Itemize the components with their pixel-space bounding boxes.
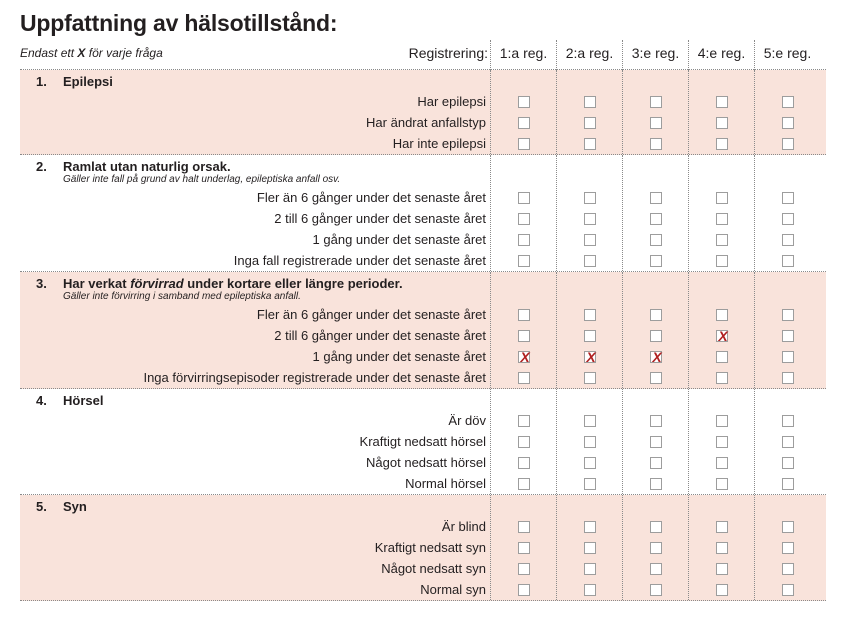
check-mark-x: X	[520, 349, 530, 365]
question-title: Hörsel	[63, 393, 104, 408]
checkbox-reg-1[interactable]	[518, 542, 530, 554]
question-number: 1.	[36, 74, 47, 89]
checkbox-reg-3[interactable]	[650, 192, 662, 204]
checkbox-reg-5[interactable]	[782, 521, 794, 533]
question-number: 2.	[36, 159, 47, 174]
instruction-text	[20, 46, 163, 60]
checkbox-reg-5[interactable]	[782, 563, 794, 575]
option-label: Fler än 6 gånger under det senaste året	[256, 307, 486, 322]
question-section-epilepsi	[20, 70, 826, 155]
checkbox-reg-2[interactable]	[584, 96, 596, 108]
option-row	[20, 208, 826, 229]
checkbox-reg-4[interactable]	[716, 234, 728, 246]
checkbox-reg-1[interactable]	[518, 213, 530, 225]
checkbox-reg-1[interactable]	[518, 330, 530, 342]
option-row	[20, 579, 826, 600]
question-header	[20, 495, 826, 516]
option-row	[20, 367, 826, 388]
checkbox-reg-3[interactable]	[650, 213, 662, 225]
checkbox-reg-4[interactable]	[716, 309, 728, 321]
option-label: Normal hörsel	[405, 476, 486, 491]
checkbox-reg-1[interactable]	[518, 138, 530, 150]
question-header	[20, 389, 826, 410]
column-header-reg-2: 2:a reg.	[556, 40, 622, 70]
question-header	[20, 155, 826, 187]
checkbox-reg-5[interactable]	[782, 234, 794, 246]
question-title: Epilepsi	[63, 74, 113, 89]
checkbox-reg-2[interactable]	[584, 255, 596, 267]
checkbox-reg-2[interactable]	[584, 117, 596, 129]
checkbox-reg-5[interactable]	[782, 138, 794, 150]
checkbox-reg-1[interactable]	[518, 415, 530, 427]
checkbox-reg-1[interactable]	[518, 457, 530, 469]
option-row	[20, 516, 826, 537]
option-row	[20, 452, 826, 473]
option-label: Något nedsatt syn	[381, 561, 486, 576]
question-number: 3.	[36, 276, 47, 291]
checkbox-reg-5[interactable]	[782, 330, 794, 342]
checkbox-reg-2[interactable]	[584, 563, 596, 575]
option-row	[20, 304, 826, 325]
checkbox-reg-2[interactable]	[584, 372, 596, 384]
checkbox-reg-1[interactable]	[518, 96, 530, 108]
checkbox-reg-4[interactable]	[716, 96, 728, 108]
checkbox-reg-3[interactable]	[650, 234, 662, 246]
option-label: 2 till 6 gånger under det senaste året	[274, 328, 486, 343]
checkbox-reg-5[interactable]	[782, 351, 794, 363]
checkbox-reg-3[interactable]	[650, 521, 662, 533]
checkbox-reg-5[interactable]	[782, 309, 794, 321]
checkbox-reg-4[interactable]	[716, 436, 728, 448]
checkbox-reg-4[interactable]	[716, 415, 728, 427]
column-header-reg-3: 3:e reg.	[622, 40, 688, 70]
checkbox-reg-1[interactable]	[518, 436, 530, 448]
checkbox-reg-3[interactable]	[650, 478, 662, 490]
option-row	[20, 537, 826, 558]
option-row	[20, 91, 826, 112]
checkbox-reg-5[interactable]	[782, 255, 794, 267]
checkbox-reg-3[interactable]	[650, 330, 662, 342]
checkbox-reg-3[interactable]	[650, 415, 662, 427]
option-label: Kraftigt nedsatt syn	[374, 540, 486, 555]
checkbox-reg-2[interactable]	[584, 415, 596, 427]
form-title: Uppfattning av hälsotillstånd:	[20, 10, 338, 36]
option-label: Är döv	[448, 413, 486, 428]
checkbox-reg-3[interactable]	[650, 542, 662, 554]
checkbox-reg-1[interactable]	[518, 563, 530, 575]
question-note: Gäller inte fall på grund av halt underlag, epileptiska anfall osv.	[63, 174, 341, 185]
checkbox-reg-2[interactable]	[584, 213, 596, 225]
option-row	[20, 325, 826, 346]
option-row	[20, 187, 826, 208]
option-label: Inga fall registrerade under det senaste året	[233, 253, 486, 268]
checkbox-reg-1[interactable]	[518, 372, 530, 384]
column-header-reg-5: 5:e reg.	[754, 40, 820, 70]
option-label: Något nedsatt hörsel	[366, 455, 486, 470]
option-row	[20, 346, 826, 367]
checkbox-reg-5[interactable]	[782, 415, 794, 427]
checkbox-reg-2[interactable]	[584, 309, 596, 321]
check-mark-x: X	[718, 328, 728, 344]
checkbox-reg-2[interactable]	[584, 436, 596, 448]
checkbox-reg-2[interactable]	[584, 351, 596, 363]
checkbox-reg-2[interactable]	[584, 478, 596, 490]
checkbox-reg-5[interactable]	[782, 584, 794, 596]
option-row	[20, 410, 826, 431]
instruction-x: X	[77, 46, 86, 60]
checkbox-reg-3[interactable]	[650, 96, 662, 108]
checkbox-reg-3[interactable]	[650, 255, 662, 267]
checkbox-reg-4[interactable]	[716, 372, 728, 384]
checkbox-reg-4[interactable]	[716, 521, 728, 533]
option-row	[20, 112, 826, 133]
checkbox-reg-4[interactable]	[716, 138, 728, 150]
checkbox-reg-2[interactable]	[584, 330, 596, 342]
option-row	[20, 250, 826, 271]
option-row	[20, 431, 826, 452]
checkbox-reg-3[interactable]	[650, 309, 662, 321]
checkbox-reg-1[interactable]	[518, 255, 530, 267]
column-header-reg-1: 1:a reg.	[490, 40, 556, 70]
option-label: Har ändrat anfallstyp	[366, 115, 486, 130]
column-header-reg-4: 4:e reg.	[688, 40, 754, 70]
option-row	[20, 558, 826, 579]
question-number: 4.	[36, 393, 47, 408]
form-header	[20, 40, 826, 70]
checkbox-reg-3[interactable]	[650, 563, 662, 575]
checkbox-reg-5[interactable]	[782, 372, 794, 384]
question-section-horsel	[20, 389, 826, 495]
check-mark-x: X	[652, 349, 662, 365]
option-label: 1 gång under det senaste året	[312, 349, 486, 364]
checkbox-reg-4[interactable]	[716, 542, 728, 554]
checkbox-reg-3[interactable]	[650, 436, 662, 448]
option-label: Normal syn	[420, 582, 486, 597]
option-row	[20, 133, 826, 154]
option-row	[20, 229, 826, 250]
questionnaire-table	[20, 70, 826, 601]
checkbox-reg-4[interactable]	[716, 351, 728, 363]
checkbox-reg-3[interactable]	[650, 351, 662, 363]
checkbox-reg-5[interactable]	[782, 192, 794, 204]
checkbox-reg-4[interactable]	[716, 213, 728, 225]
checkbox-reg-5[interactable]	[782, 457, 794, 469]
checkbox-reg-4[interactable]	[716, 255, 728, 267]
question-header	[20, 70, 826, 91]
question-note: Gäller inte förvirring i samband med epileptiska anfall.	[63, 291, 301, 302]
option-label: Kraftigt nedsatt hörsel	[359, 434, 486, 449]
checkbox-reg-1[interactable]	[518, 117, 530, 129]
checkbox-reg-3[interactable]	[650, 117, 662, 129]
question-section-syn	[20, 495, 826, 601]
option-label: 2 till 6 gånger under det senaste året	[274, 211, 486, 226]
option-row	[20, 473, 826, 494]
checkbox-reg-2[interactable]	[584, 457, 596, 469]
checkbox-reg-4[interactable]	[716, 192, 728, 204]
checkbox-reg-4[interactable]	[716, 330, 728, 342]
instruction-pre: Endast ett	[20, 46, 75, 60]
checkbox-reg-3[interactable]	[650, 584, 662, 596]
question-section-ramlat	[20, 155, 826, 272]
question-title: Syn	[63, 499, 87, 514]
checkbox-reg-1[interactable]	[518, 351, 530, 363]
checkbox-reg-4[interactable]	[716, 117, 728, 129]
question-header	[20, 272, 826, 304]
checkbox-reg-1[interactable]	[518, 584, 530, 596]
registration-label: Registrering:	[408, 45, 488, 61]
checkbox-reg-5[interactable]	[782, 96, 794, 108]
checkbox-reg-1[interactable]	[518, 192, 530, 204]
checkbox-reg-2[interactable]	[584, 521, 596, 533]
check-mark-x: X	[586, 349, 596, 365]
instruction-post: för varje fråga	[88, 46, 163, 60]
option-label: Inga förvirringsepisoder registrerade under det senaste året	[143, 370, 486, 385]
option-label: Fler än 6 gånger under det senaste året	[256, 190, 486, 205]
question-section-forvirrad	[20, 272, 826, 389]
checkbox-reg-2[interactable]	[584, 192, 596, 204]
checkbox-reg-4[interactable]	[716, 563, 728, 575]
question-title-part: förvirrad	[130, 276, 184, 291]
question-title-part: under kortare eller längre perioder.	[183, 276, 403, 291]
question-title: Ramlat utan naturlig orsak.	[63, 159, 231, 174]
checkbox-reg-2[interactable]	[584, 542, 596, 554]
checkbox-reg-3[interactable]	[650, 372, 662, 384]
checkbox-reg-3[interactable]	[650, 457, 662, 469]
checkbox-reg-3[interactable]	[650, 138, 662, 150]
option-label: Har epilepsi	[417, 94, 486, 109]
checkbox-reg-1[interactable]	[518, 309, 530, 321]
checkbox-reg-5[interactable]	[782, 117, 794, 129]
question-title	[63, 276, 403, 291]
checkbox-reg-4[interactable]	[716, 584, 728, 596]
option-label: Har inte epilepsi	[392, 136, 486, 151]
checkbox-reg-4[interactable]	[716, 478, 728, 490]
question-number: 5.	[36, 499, 47, 514]
checkbox-reg-2[interactable]	[584, 234, 596, 246]
checkbox-reg-5[interactable]	[782, 478, 794, 490]
question-title-part: Har verkat	[63, 276, 131, 291]
checkbox-reg-2[interactable]	[584, 138, 596, 150]
option-label: Är blind	[441, 519, 486, 534]
checkbox-reg-1[interactable]	[518, 478, 530, 490]
option-label: 1 gång under det senaste året	[312, 232, 486, 247]
checkbox-reg-4[interactable]	[716, 457, 728, 469]
checkbox-reg-5[interactable]	[782, 436, 794, 448]
checkbox-reg-1[interactable]	[518, 521, 530, 533]
checkbox-reg-1[interactable]	[518, 234, 530, 246]
checkbox-reg-2[interactable]	[584, 584, 596, 596]
checkbox-reg-5[interactable]	[782, 542, 794, 554]
checkbox-reg-5[interactable]	[782, 213, 794, 225]
